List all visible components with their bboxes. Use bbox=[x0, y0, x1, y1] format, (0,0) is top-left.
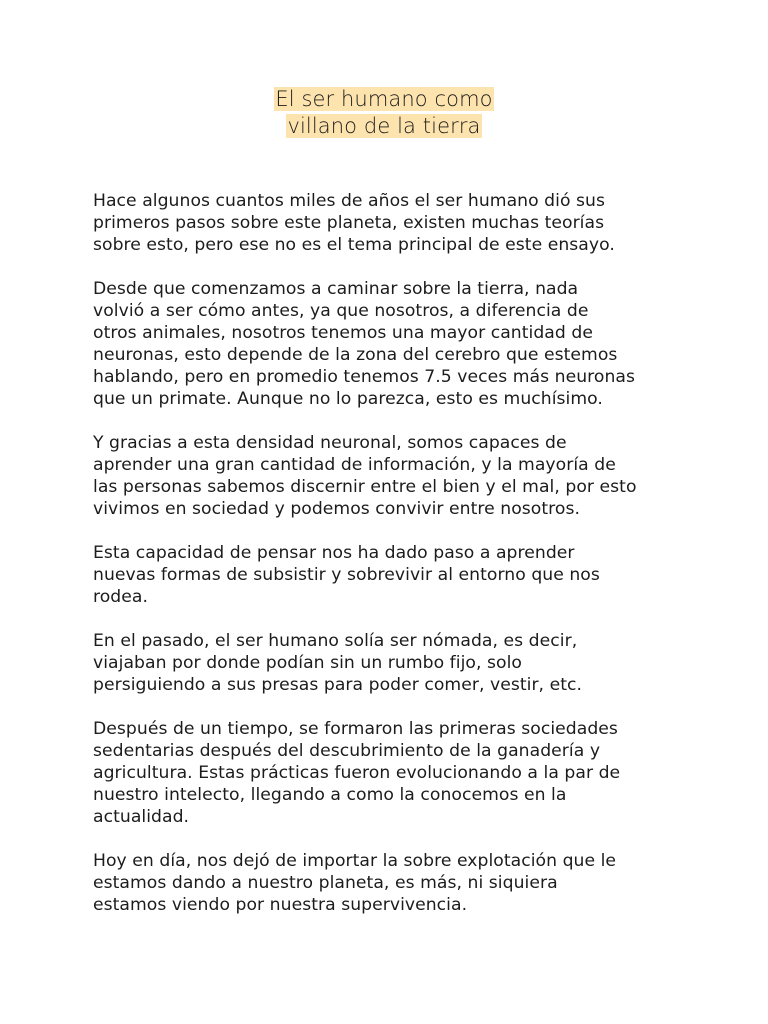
text-line: Esta capacidad de pensar nos ha dado paso a aprender bbox=[93, 543, 575, 563]
paragraph-2 bbox=[93, 278, 683, 410]
text-line: nuevas formas de subsistir y sobrevivir al entorno que nos bbox=[93, 565, 600, 585]
text-line: rodea. bbox=[93, 587, 148, 607]
text-line: estamos dando a nuestro planeta, es más, ni siquiera bbox=[93, 873, 558, 893]
text-line: volvió a ser cómo antes, ya que nosotros, a diferencia de bbox=[93, 301, 589, 321]
text-line: las personas sabemos discernir entre el bien y el mal, por esto bbox=[93, 477, 637, 497]
text-line: Desde que comenzamos a caminar sobre la tierra, nada bbox=[93, 279, 579, 299]
text-line: Hoy en día, nos dejó de importar la sobre explotación que le bbox=[93, 851, 617, 871]
essay-title bbox=[0, 86, 768, 140]
title-line-1 bbox=[0, 86, 768, 113]
text-line: sobre esto, pero ese no es el tema principal de este ensayo. bbox=[93, 235, 615, 255]
text-line: hablando, pero en promedio tenemos 7.5 veces más neuronas bbox=[93, 367, 635, 387]
title-highlight: El ser humano como bbox=[275, 87, 493, 111]
text-line: En el pasado, el ser humano solía ser nómada, es decir, bbox=[93, 631, 578, 651]
paragraph-1 bbox=[93, 190, 683, 256]
text-line: actualidad. bbox=[93, 807, 190, 827]
title-line-2 bbox=[0, 113, 768, 140]
text-line: Después de un tiempo, se formaron las primeras sociedades bbox=[93, 719, 618, 739]
text-line: viajaban por donde podían sin un rumbo fijo, solo bbox=[93, 653, 522, 673]
text-line: aprender una gran cantidad de información, y la mayoría de bbox=[93, 455, 616, 475]
paragraph-5 bbox=[93, 630, 683, 696]
paragraph-3 bbox=[93, 432, 683, 520]
text-line: nuestro intelecto, llegando a como la conocemos en la bbox=[93, 785, 567, 805]
text-line: primeros pasos sobre este planeta, existen muchas teorías bbox=[93, 213, 605, 233]
paragraph-7 bbox=[93, 850, 683, 916]
text-line: estamos viendo por nuestra supervivencia. bbox=[93, 895, 468, 915]
text-line: neuronas, esto depende de la zona del cerebro que estemos bbox=[93, 345, 618, 365]
text-line: que un primate. Aunque no lo parezca, esto es muchísimo. bbox=[93, 389, 603, 409]
text-line: otros animales, nosotros tenemos una mayor cantidad de bbox=[93, 323, 593, 343]
text-line: agricultura. Estas prácticas fueron evolucionando a la par de bbox=[93, 763, 621, 783]
paragraph-4 bbox=[93, 542, 683, 608]
essay-body bbox=[93, 190, 683, 938]
text-line: persiguiendo a sus presas para poder comer, vestir, etc. bbox=[93, 675, 583, 695]
text-line: vivimos en sociedad y podemos convivir entre nosotros. bbox=[93, 499, 580, 519]
title-highlight: villano de la tierra bbox=[287, 114, 481, 138]
paragraph-6 bbox=[93, 718, 683, 828]
text-line: Y gracias a esta densidad neuronal, somos capaces de bbox=[93, 433, 567, 453]
text-line: Hace algunos cuantos miles de años el ser humano dió sus bbox=[93, 191, 605, 211]
text-line: sedentarias después del descubrimiento de la ganadería y bbox=[93, 741, 601, 761]
